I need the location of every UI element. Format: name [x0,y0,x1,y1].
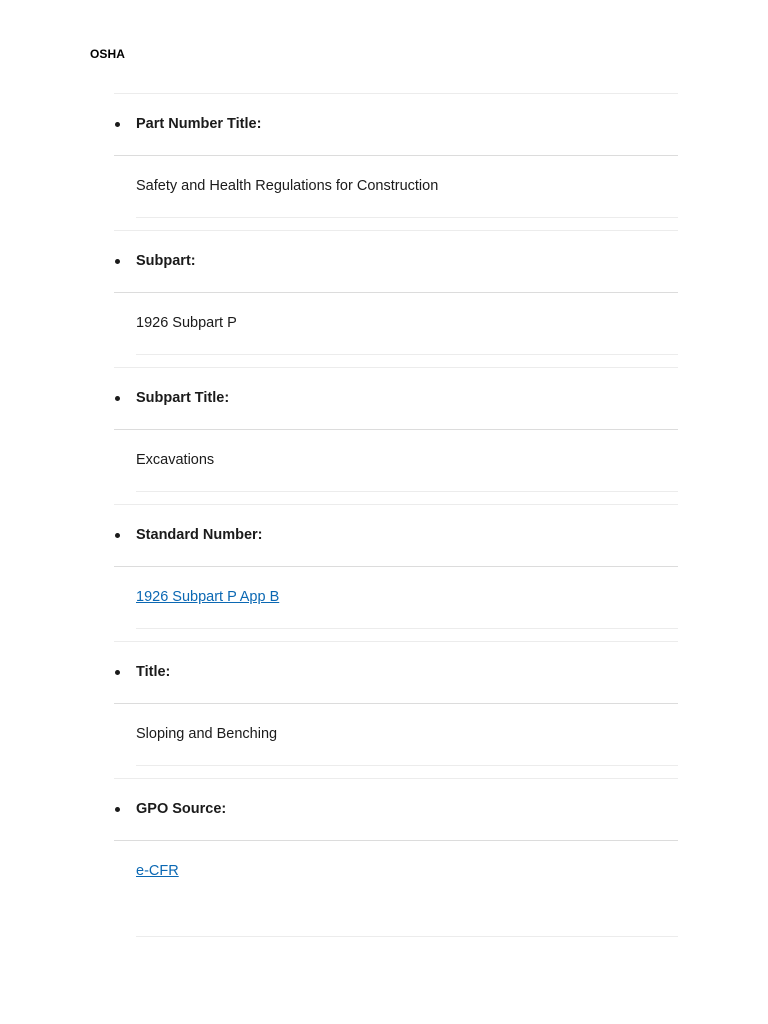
detail-subpart-title [114,367,678,492]
detail-value: 1926 Subpart P [136,293,678,355]
detail-value [136,567,678,629]
detail-label: Standard Number: [114,504,678,567]
detail-label: Subpart: [114,230,678,293]
detail-label: GPO Source: [114,778,678,841]
gpo-source-link[interactable]: e-CFR [136,863,179,879]
detail-label: Part Number Title: [114,93,678,156]
detail-part-number-title [114,93,678,218]
standard-details-list [114,93,678,937]
detail-gpo-source [114,778,678,937]
detail-value: Sloping and Benching [136,704,678,766]
detail-label: Title: [114,641,678,704]
detail-subpart [114,230,678,355]
detail-label: Subpart Title: [114,367,678,430]
detail-value: Excavations [136,430,678,492]
detail-title [114,641,678,766]
detail-value: Safety and Health Regulations for Construction [136,156,678,218]
standard-number-link[interactable]: 1926 Subpart P App B [136,589,280,605]
detail-value [136,841,678,937]
detail-standard-number [114,504,678,629]
site-label: OSHA [90,47,126,61]
